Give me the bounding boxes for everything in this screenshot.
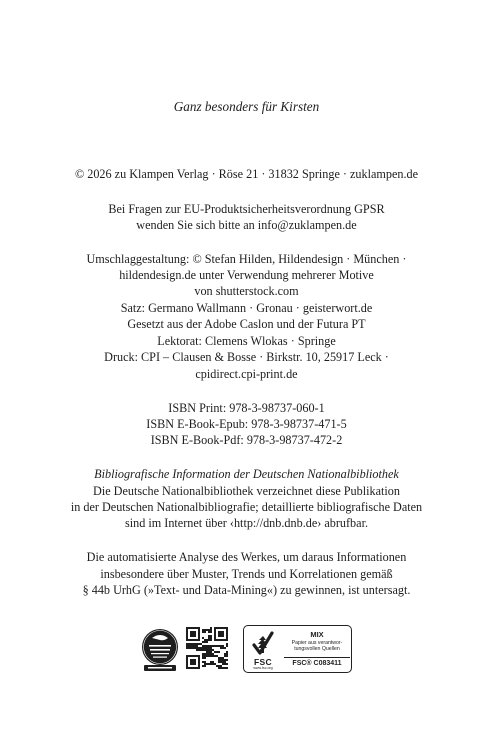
credits-line: Druck: CPI – Clausen & Bosse · Birkstr. 10, 25917 Leck · [104, 350, 389, 364]
dnb-line: sind im Internet über ‹http://dnb.dnb.de› abrufbar. [124, 516, 368, 530]
gpsr-line: Bei Fragen zur EU-Produktsicherheitsverordnung GPSR [108, 202, 385, 216]
isbn-line: ISBN Print: 978-3-98737-060-1 [168, 401, 325, 415]
credits-line: hildendesign.de unter Verwendung mehrerer Motive [119, 268, 374, 282]
dnb-line: in der Deutschen Nationalbibliografie; detaillierte bibliografische Daten [70, 500, 423, 514]
isbn-line: ISBN E-Book-Epub: 978-3-98737-471-5 [146, 417, 347, 431]
tdm-line: Die automatisierte Analyse des Werkes, um daraus Informationen [86, 550, 407, 564]
fsc-mix-logo [243, 625, 352, 673]
fsc-mix-label: MIX [310, 630, 324, 639]
fsc-paper-line: tungsvollen Quellen [294, 646, 340, 652]
dnb-line: Die Deutsche Nationalbibliothek verzeichnet diese Publikation [93, 484, 400, 498]
tdm-line: insbesondere über Muster, Trends und Korrelationen gemäß [100, 567, 393, 581]
fsc-license-code: FSC® C083411 [292, 660, 342, 667]
fsc-paper-line: Papier aus verantwor- [291, 640, 343, 646]
fsc-wordmark: FSC [254, 657, 272, 667]
credits-line: Umschlaggestaltung: © Stefan Hilden, Hildendesign · München · [86, 252, 407, 266]
credits-line: von shutterstock.com [194, 284, 299, 298]
credits-line: cpidirect.cpi-print.de [195, 367, 298, 381]
credits-line: Satz: Germano Wallmann · Gronau · geisterwort.de [120, 301, 373, 315]
isbn-line: ISBN E-Book-Pdf: 978-3-98737-472-2 [150, 433, 343, 447]
credits-line: Gesetzt aus der Adobe Caslon und der Futura PT [127, 317, 366, 331]
qr-code-icon [186, 627, 228, 669]
credits-line: Lektorat: Clemens Wlokas · Springe [157, 334, 336, 348]
dedication: Ganz besonders für Kirsten [173, 99, 320, 114]
copyright-line: © 2026 zu Klampen Verlag · Röse 21 · 31832 Springe · zuklampen.de [74, 167, 419, 181]
tdm-line: § 44b UrhG (»Text- und Data-Mining«) zu gewinnen, ist untersagt. [82, 583, 411, 597]
fsc-tree-check-icon [250, 629, 276, 659]
climate-neutral-badge-icon [140, 626, 180, 672]
fsc-url: www.fsc.org [253, 666, 273, 670]
fsc-divider [284, 657, 350, 658]
dnb-heading: Bibliografische Information der Deutschen Nationalbibliothek [94, 467, 399, 481]
gpsr-line: wenden Sie sich bitte an info@zuklampen.de [136, 218, 357, 232]
